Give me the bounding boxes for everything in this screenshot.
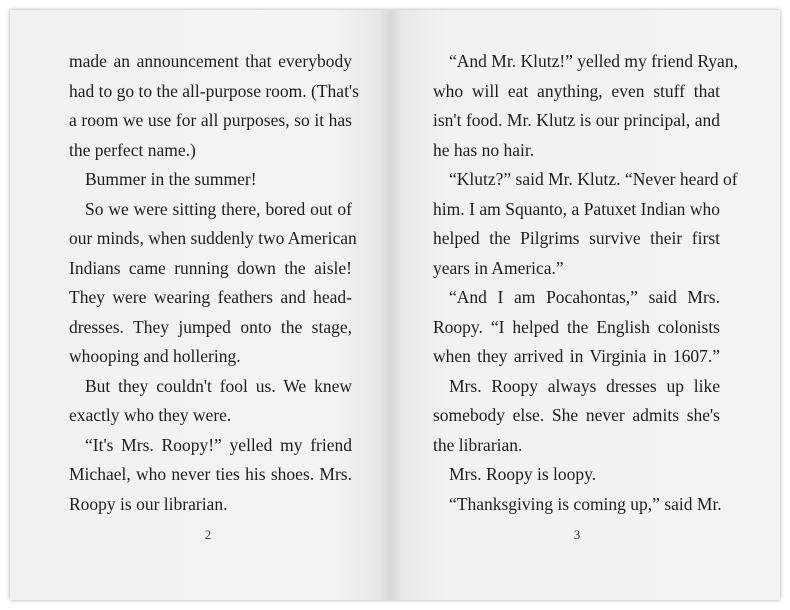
text-line: Bummer in the summer! (85, 169, 257, 189)
text-line: “Klutz?” said Mr. Klutz. “Never heard of (449, 169, 738, 189)
text-line: who will eat anything, even stuff that (433, 80, 720, 101)
text-line: dresses. They jumped onto the stage, (69, 316, 352, 337)
left-page (10, 10, 390, 600)
text-line: whooping and hollering. (69, 346, 241, 366)
text-line: So we were sitting there, bored out of (85, 198, 352, 219)
text-line: helped the Pilgrims survive their first (433, 228, 720, 248)
text-line: somebody else. She never admits she's (433, 405, 720, 425)
text-line: a room we use for all purposes, so it has (69, 110, 352, 130)
text-line: Indians came running down the aisle! (69, 257, 352, 278)
text-line: They were wearing feathers and head- (69, 287, 352, 307)
text-line: made an announcement that everybody (69, 51, 352, 71)
left-page-text (69, 47, 359, 519)
text-line: “Thanksgiving is coming up,” said Mr. (449, 493, 722, 514)
text-line: exactly who they were. (69, 405, 232, 425)
right-page (390, 10, 780, 600)
page-number: 2 (204, 527, 212, 542)
open-book (10, 10, 780, 600)
text-line: “And I am Pocahontas,” said Mrs. (449, 287, 720, 307)
text-line: “And Mr. Klutz!” yelled my friend Ryan, (449, 51, 738, 71)
text-line: the librarian. (433, 434, 523, 455)
text-line: he has no hair. (433, 139, 535, 160)
text-line: But they couldn't fool us. We knew (85, 375, 352, 396)
text-line: had to go to the all-purpose room. (That's (69, 80, 359, 101)
text-line: Michael, who never ties his shoes. Mrs. (69, 464, 352, 484)
text-line: the perfect name.) (69, 139, 196, 160)
page-number: 3 (573, 527, 581, 542)
text-line: Roopy is our librarian. (69, 493, 228, 514)
text-line: “It's Mrs. Roopy!” yelled my friend (85, 434, 352, 455)
text-line: him. I am Squanto, a Patuxet Indian who (433, 198, 720, 219)
text-line: years in America.” (433, 257, 564, 278)
text-line: when they arrived in Virginia in 1607.” (433, 346, 720, 366)
text-line: Mrs. Roopy is loopy. (449, 464, 597, 484)
text-line: our minds, when suddenly two American (69, 228, 357, 248)
right-page-text (433, 47, 738, 519)
text-line: Mrs. Roopy always dresses up like (449, 375, 720, 396)
text-line: isn't food. Mr. Klutz is our principal, and (433, 110, 720, 130)
text-line: Roopy. “I helped the English colonists (433, 316, 720, 337)
